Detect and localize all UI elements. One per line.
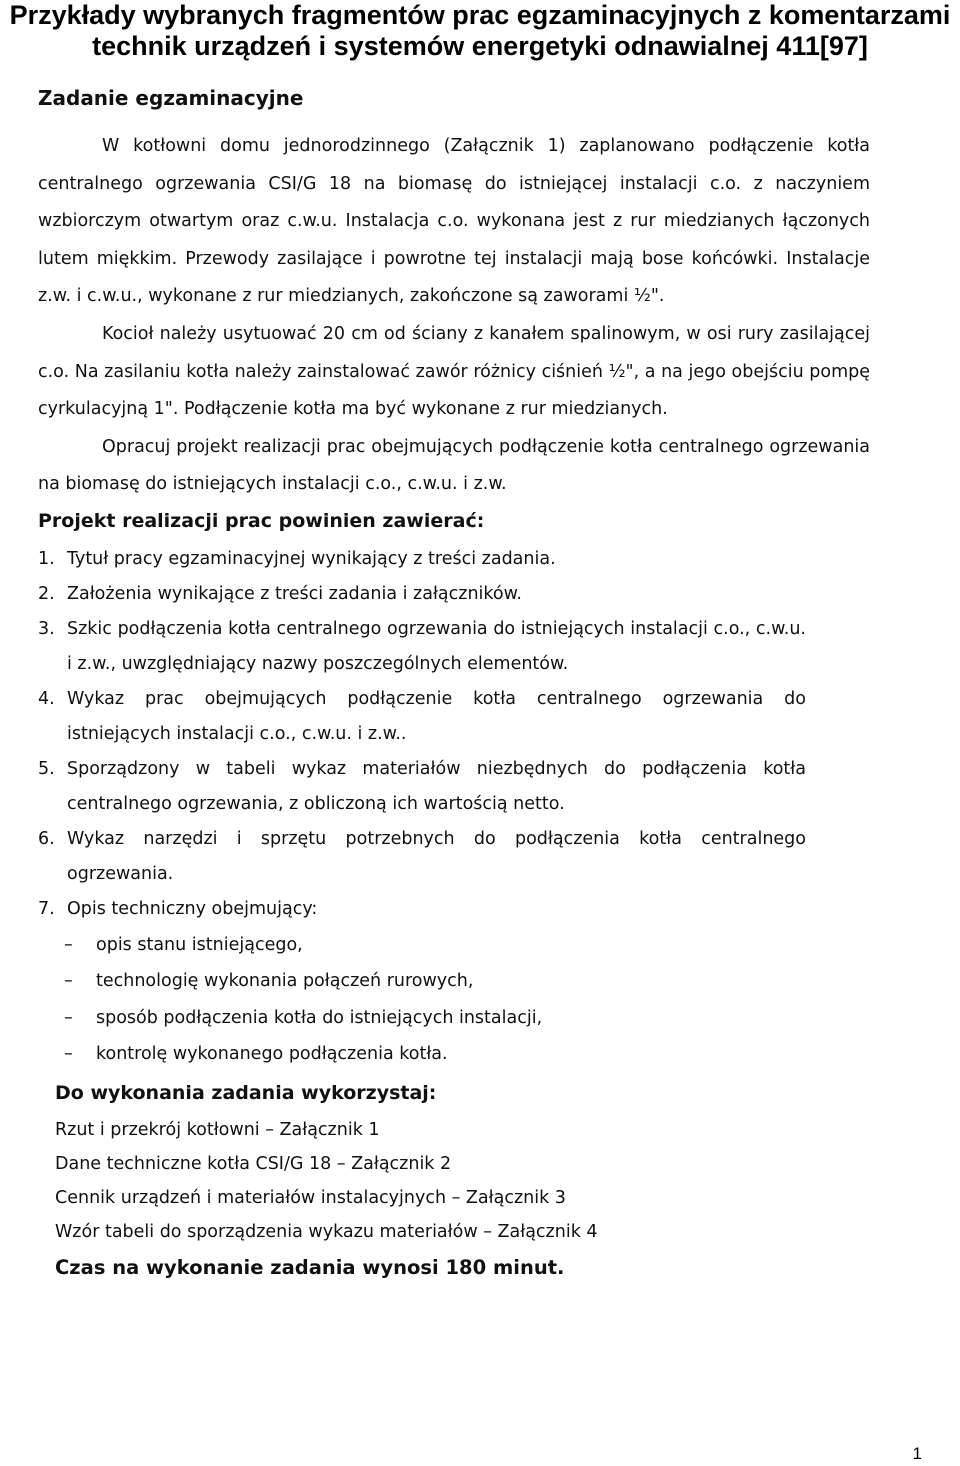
list-item	[38, 752, 806, 822]
list-item-number: 2.	[38, 583, 55, 604]
list-item-number: 3.	[38, 618, 55, 639]
list-item-text: Wykaz narzędzi i sprzętu potrzebnych do podłączenia kotła centralnego ogrzewania.	[67, 828, 806, 884]
attachment-3: Cennik urządzeń i materiałów instalacyjnych – Załącznik 3	[55, 1187, 566, 1208]
task-paragraph-2: Kocioł należy usytuować 20 cm od ściany z kanałem spalinowym, w osi rury zasilającej c.o. Na zasilaniu kotła należy zainstalować zawór różnicy ciśnień ½", a na jego obejściu pompę cyrkulacyjną 1". Podłączenie kotła ma być wykonane z rur miedzianych.	[38, 323, 870, 420]
resources-section	[55, 1077, 870, 1285]
page-number: 1	[912, 1444, 922, 1463]
list-item-number: 5.	[38, 758, 55, 779]
list-item	[38, 822, 806, 892]
list-item	[38, 612, 806, 682]
page-title	[0, 0, 960, 62]
list-item-text: Wykaz prac obejmujących podłączenie kotła centralnego ogrzewania do istniejących instalacji c.o., c.w.u. i z.w..	[67, 688, 806, 744]
list-item-text: Tytuł pracy egzaminacyjnej wynikający z treści zadania.	[67, 548, 556, 569]
task-heading: Zadanie egzaminacyjne	[38, 86, 304, 110]
attachment-4: Wzór tabeli do sporządzenia wykazu materiałów – Załącznik 4	[55, 1221, 598, 1242]
list-item-number: 6.	[38, 828, 55, 849]
page-title-line-1: Przykłady wybranych fragmentów prac egzaminacyjnych z komentarzami	[9, 0, 951, 30]
list-item-number: 1.	[38, 548, 55, 569]
list-item-text: Sporządzony w tabeli wykaz materiałów niezbędnych do podłączenia kotła centralnego ogrzewania, z obliczoną ich wartością netto.	[67, 758, 806, 814]
sub-list-item: – technologię wykonania połączeń rurowych,	[38, 963, 870, 1000]
list-item-text: Szkic podłączenia kotła centralnego ogrzewania do istniejących instalacji c.o., c.w.u. i z.w., uwzględniający nazwy poszczególnych elementów.	[67, 618, 806, 674]
list-item-text: Założenia wynikające z treści zadania i załączników.	[67, 583, 522, 604]
project-requirements-list	[38, 542, 806, 927]
page-title-line-2: technik urządzeń i systemów energetyki odnawialnej 411[97]	[92, 31, 868, 61]
list-item	[38, 892, 806, 927]
list-item-text: Opis techniczny obejmujący:	[67, 898, 318, 919]
sub-list-item: – kontrolę wykonanego podłączenia kotła.	[38, 1036, 870, 1073]
attachment-2: Dane techniczne kotła CSI/G 18 – Załącznik 2	[55, 1153, 452, 1174]
list-item	[38, 542, 806, 577]
time-limit-note: Czas na wykonanie zadania wynosi 180 minut.	[55, 1255, 565, 1279]
sub-list-item: – opis stanu istniejącego,	[38, 927, 870, 964]
list-item-number: 4.	[38, 688, 55, 709]
technical-description-sublist	[38, 927, 870, 1073]
resources-heading: Do wykonania zadania wykorzystaj:	[55, 1081, 437, 1104]
sub-list-item: – sposób podłączenia kotła do istniejących instalacji,	[38, 1000, 870, 1037]
task-paragraph-3: Opracuj projekt realizacji prac obejmujących podłączenie kotła centralnego ogrzewania na biomasę do istniejących instalacji c.o., c.w.u. i z.w.	[38, 436, 870, 495]
project-requirements-heading: Projekt realizacji prac powinien zawierać:	[38, 509, 485, 532]
list-item-number: 7.	[38, 898, 55, 919]
task-paragraph-1: W kotłowni domu jednorodzinnego (Załącznik 1) zaplanowano podłączenie kotła centralnego ogrzewania CSI/G 18 na biomasę do istniejącej instalacji c.o. z naczyniem wzbiorczym otwartym oraz c.w.u. Instalacja c.o. wykonana jest z rur miedzianych łączonych lutem miękkim. Przewody zasilające i powrotne tej instalacji mają bose końcówki. Instalacje z.w. i c.w.u., wykonane z rur miedzianych, zakończone są zaworami ½".	[38, 136, 870, 307]
document-body	[38, 84, 870, 1285]
list-item	[38, 577, 806, 612]
list-item	[38, 682, 806, 752]
attachment-1: Rzut i przekrój kotłowni – Załącznik 1	[55, 1119, 380, 1140]
